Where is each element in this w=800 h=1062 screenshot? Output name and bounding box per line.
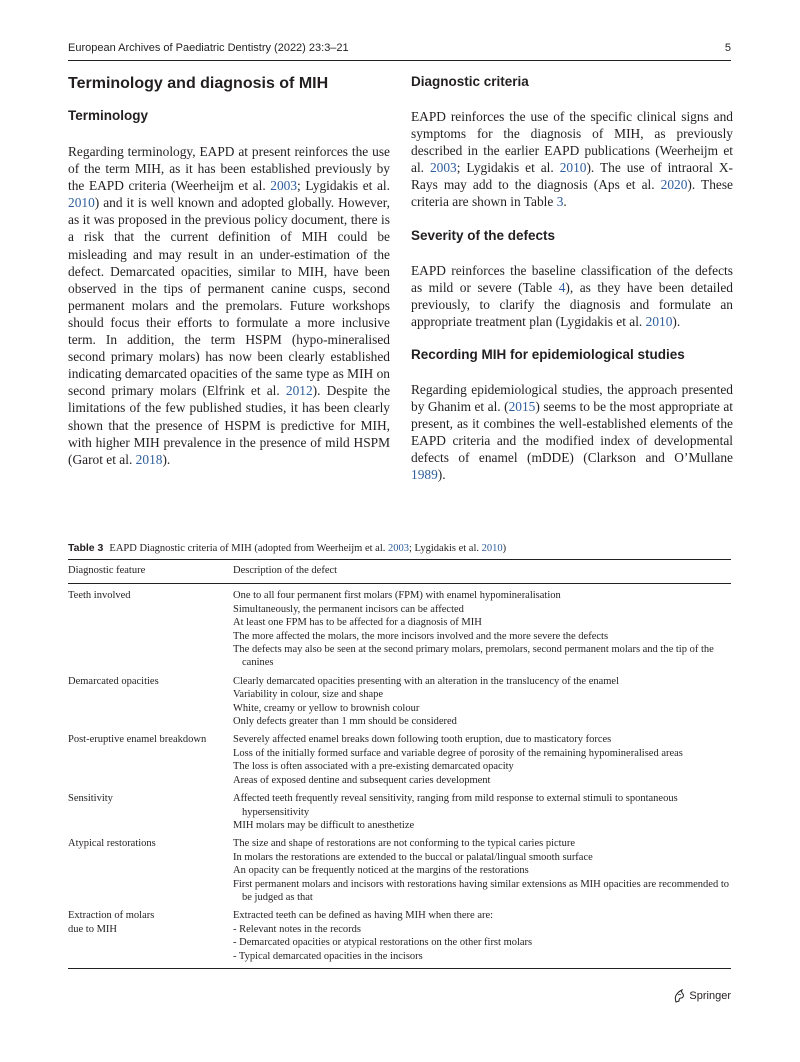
text-segment: ). bbox=[162, 451, 171, 467]
citation-link[interactable]: 2003 bbox=[270, 178, 298, 194]
description-line: First permanent molars and incisors with restorations having similar extensions as MIH opacities are recommended to be judged as that bbox=[233, 878, 730, 903]
citation-link[interactable]: 4 bbox=[558, 279, 566, 295]
springer-horse-icon bbox=[673, 989, 685, 1003]
description-line: Severely affected enamel breaks down following tooth eruption, due to masticatory forces bbox=[233, 734, 612, 746]
feature-text: Atypical restorations bbox=[68, 838, 156, 850]
table-row bbox=[68, 733, 731, 792]
text-segment: ; Lygidakis et al. bbox=[409, 543, 482, 554]
feature-cell bbox=[68, 675, 233, 734]
subsection-title: Terminology bbox=[68, 108, 149, 123]
description-line: In molars the restorations are extended to the buccal or palatal/lingual smooth surface bbox=[233, 851, 593, 863]
table-row bbox=[68, 909, 731, 968]
text-segment: ). The use of intraoral X-Rays may add to the diagnosis (Aps et al. bbox=[411, 160, 734, 193]
left-column bbox=[68, 72, 390, 468]
publisher-footer bbox=[673, 988, 731, 1004]
description-cell bbox=[233, 837, 731, 909]
table-row bbox=[68, 837, 731, 909]
citation-link[interactable]: 3 bbox=[556, 194, 564, 210]
table-row bbox=[68, 675, 731, 734]
text-segment: EAPD Diagnostic criteria of MIH (adopted from Weerheijm et al. bbox=[109, 543, 388, 554]
description-line: One to all four permanent first molars (FPM) with enamel hypomineralisation bbox=[233, 590, 561, 602]
feature-text: due to MIH bbox=[68, 923, 117, 935]
description-line: At least one FPM has to be affected for a diagnosis of MIH bbox=[233, 617, 482, 629]
citation-link[interactable]: 2010 bbox=[645, 313, 673, 329]
recording-paragraph bbox=[411, 381, 733, 484]
table-row bbox=[68, 584, 731, 675]
description-line: The more affected the molars, the more incisors involved and the more severe the defects bbox=[233, 630, 609, 642]
description-line: Simultaneously, the permanent incisors can be affected bbox=[233, 603, 464, 615]
table-caption-text bbox=[109, 543, 506, 554]
text-segment: ). These criteria are shown in Table bbox=[411, 177, 734, 210]
terminology-paragraph bbox=[68, 143, 390, 468]
feature-text: Sensitivity bbox=[68, 793, 113, 805]
text-segment: ), as they have been detailed previously, to clarify the diagnosis and formulate an appropriate treatment plan (Lygidakis et al. bbox=[411, 279, 733, 329]
section-heading-severity: Severity of the defects bbox=[411, 227, 556, 243]
description-line: White, creamy or yellow to brownish colour bbox=[233, 702, 420, 714]
table-header-row bbox=[68, 560, 731, 584]
running-header bbox=[68, 42, 731, 60]
description-line: An opacity can be frequently noticed at the margins of the restorations bbox=[233, 865, 529, 877]
description-line: Affected teeth frequently reveal sensitivity, ranging from mild response to external stimuli to spontaneous hypersensitivity bbox=[233, 793, 678, 818]
header-description: Description of the defect bbox=[233, 560, 731, 584]
text-segment: ; Lygidakis et al. bbox=[456, 160, 560, 176]
page-number: 5 bbox=[724, 42, 731, 54]
table-label: Table 3 bbox=[68, 542, 104, 554]
citation-link[interactable]: 2010 bbox=[481, 543, 503, 554]
text-segment: ). bbox=[437, 467, 446, 483]
text-segment: . bbox=[563, 194, 567, 210]
severity-paragraph bbox=[411, 262, 733, 330]
section-title: Terminology and diagnosis of MIH bbox=[68, 75, 329, 92]
text-segment: ) and it is well known and adopted globally. However, as it was proposed in the previous policy document, there is a risk that the current definition of MIH could be misleading and may result in an under-estimation of the defect. Demarcated opacities, similar to MIH, have been observed in the tips of permanent canine cusps, second permanent molars and the premolars. Future workshops should focus their efforts to formulate a more inclusive term. In addition, the term HSPM (hypo-mineralised second primary molars) has now been clearly established indicating demarcated opacities of the same type as MIH on second primary molars (Elfrink et al. bbox=[68, 195, 390, 399]
feature-text: Post-eruptive enamel breakdown bbox=[68, 734, 207, 746]
diagnostic-criteria-table bbox=[68, 559, 731, 969]
header-rule bbox=[68, 60, 731, 61]
description-line: Only defects greater than 1 mm should be considered bbox=[233, 716, 457, 728]
citation-link[interactable]: 2018 bbox=[135, 451, 163, 467]
description-line: Areas of exposed dentine and subsequent caries development bbox=[233, 774, 491, 786]
text-segment: EAPD reinforces the use of the specific clinical signs and symptoms for the diagnosis of MIH, as previously described in the earlier EAPD publications (Weerheijm et al. bbox=[411, 109, 733, 176]
description-line: Variability in colour, size and shape bbox=[233, 689, 384, 701]
header-diagnostic-feature: Diagnostic feature bbox=[68, 560, 233, 584]
text-segment: ). Despite the limitations of the few published studies, it has been clearly shown that the presence of HSPM is predictive for MIH, with higher MIH prevalence in the presence of mild HSPM (Garot et al. bbox=[68, 383, 391, 467]
citation-link[interactable]: 2010 bbox=[68, 195, 95, 211]
feature-cell bbox=[68, 837, 233, 909]
description-cell bbox=[233, 584, 731, 675]
feature-text: Demarcated opacities bbox=[68, 675, 159, 687]
section-heading-diagnostic-criteria: Diagnostic criteria bbox=[411, 74, 529, 89]
description-cell bbox=[233, 675, 731, 734]
description-line: Extracted teeth can be defined as having MIH when there are: bbox=[233, 910, 494, 922]
citation-link[interactable]: 2012 bbox=[285, 383, 313, 399]
description-line: The size and shape of restorations are not conforming to the typical caries picture bbox=[233, 838, 575, 850]
description-line: - Demarcated opacities or atypical restorations on the other first molars bbox=[233, 937, 533, 949]
feature-cell bbox=[68, 909, 233, 968]
text-segment: ). bbox=[672, 313, 681, 329]
table-caption bbox=[68, 541, 731, 559]
feature-text: Teeth involved bbox=[68, 590, 131, 602]
feature-cell bbox=[68, 584, 233, 675]
description-line: - Typical demarcated opacities in the incisors bbox=[233, 950, 423, 962]
text-segment: Regarding terminology, EAPD at present reinforces the use of the term MIH, as it has been established previously by the EAPD criteria (Weerheijm et al. bbox=[68, 144, 390, 194]
citation-link[interactable]: 2020 bbox=[660, 177, 688, 193]
citation-link[interactable]: 1989 bbox=[411, 467, 438, 483]
citation-link[interactable]: 2010 bbox=[559, 160, 587, 176]
description-line: The loss is often associated with a pre-existing demarcated opacity bbox=[233, 761, 514, 773]
table-row bbox=[68, 792, 731, 837]
section-heading-recording: Recording MIH for epidemiological studies bbox=[411, 346, 685, 362]
journal-citation: European Archives of Paediatric Dentistry (2022) 23:3–21 bbox=[68, 42, 349, 54]
citation-link[interactable]: 2003 bbox=[388, 543, 409, 554]
feature-text: Extraction of molars bbox=[68, 910, 155, 922]
description-cell bbox=[233, 733, 731, 792]
citation-link[interactable]: 2003 bbox=[429, 160, 457, 176]
publisher-name: Springer bbox=[689, 990, 731, 1002]
feature-cell bbox=[68, 792, 233, 837]
description-line: MIH molars may be difficult to anesthetize bbox=[233, 819, 415, 831]
text-segment: ) bbox=[502, 543, 507, 554]
text-segment: EAPD reinforces the baseline classification of the defects as mild or severe (Table bbox=[411, 262, 733, 295]
feature-cell bbox=[68, 733, 233, 792]
text-segment: ; Lygidakis et al. bbox=[297, 178, 390, 194]
diagnostic-criteria-paragraph bbox=[411, 108, 733, 211]
description-line: Loss of the initially formed surface and variable degree of porosity of the remaining hypomineralised areas bbox=[233, 747, 683, 759]
table-3 bbox=[68, 541, 731, 969]
text-segment: ) seems to be the most appropriate at present, as it combines the well-established elements of the EAPD criteria and the modified index of developmental defects of enamel (mDDE) (Clarkson and O’Mullane bbox=[411, 399, 733, 466]
right-column bbox=[411, 72, 733, 484]
description-line: - Relevant notes in the records bbox=[233, 923, 361, 935]
description-line: The defects may also be seen at the second primary molars, premolars, second permanent molars and the tip of the canines bbox=[233, 644, 714, 669]
description-cell bbox=[233, 909, 731, 968]
citation-link[interactable]: 2015 bbox=[508, 399, 536, 415]
description-line: Clearly demarcated opacities presenting with an alteration in the translucency of the enamel bbox=[233, 675, 620, 687]
text-segment: Regarding epidemiological studies, the approach presented by Ghanim et al. ( bbox=[411, 381, 733, 415]
description-cell bbox=[233, 792, 731, 837]
